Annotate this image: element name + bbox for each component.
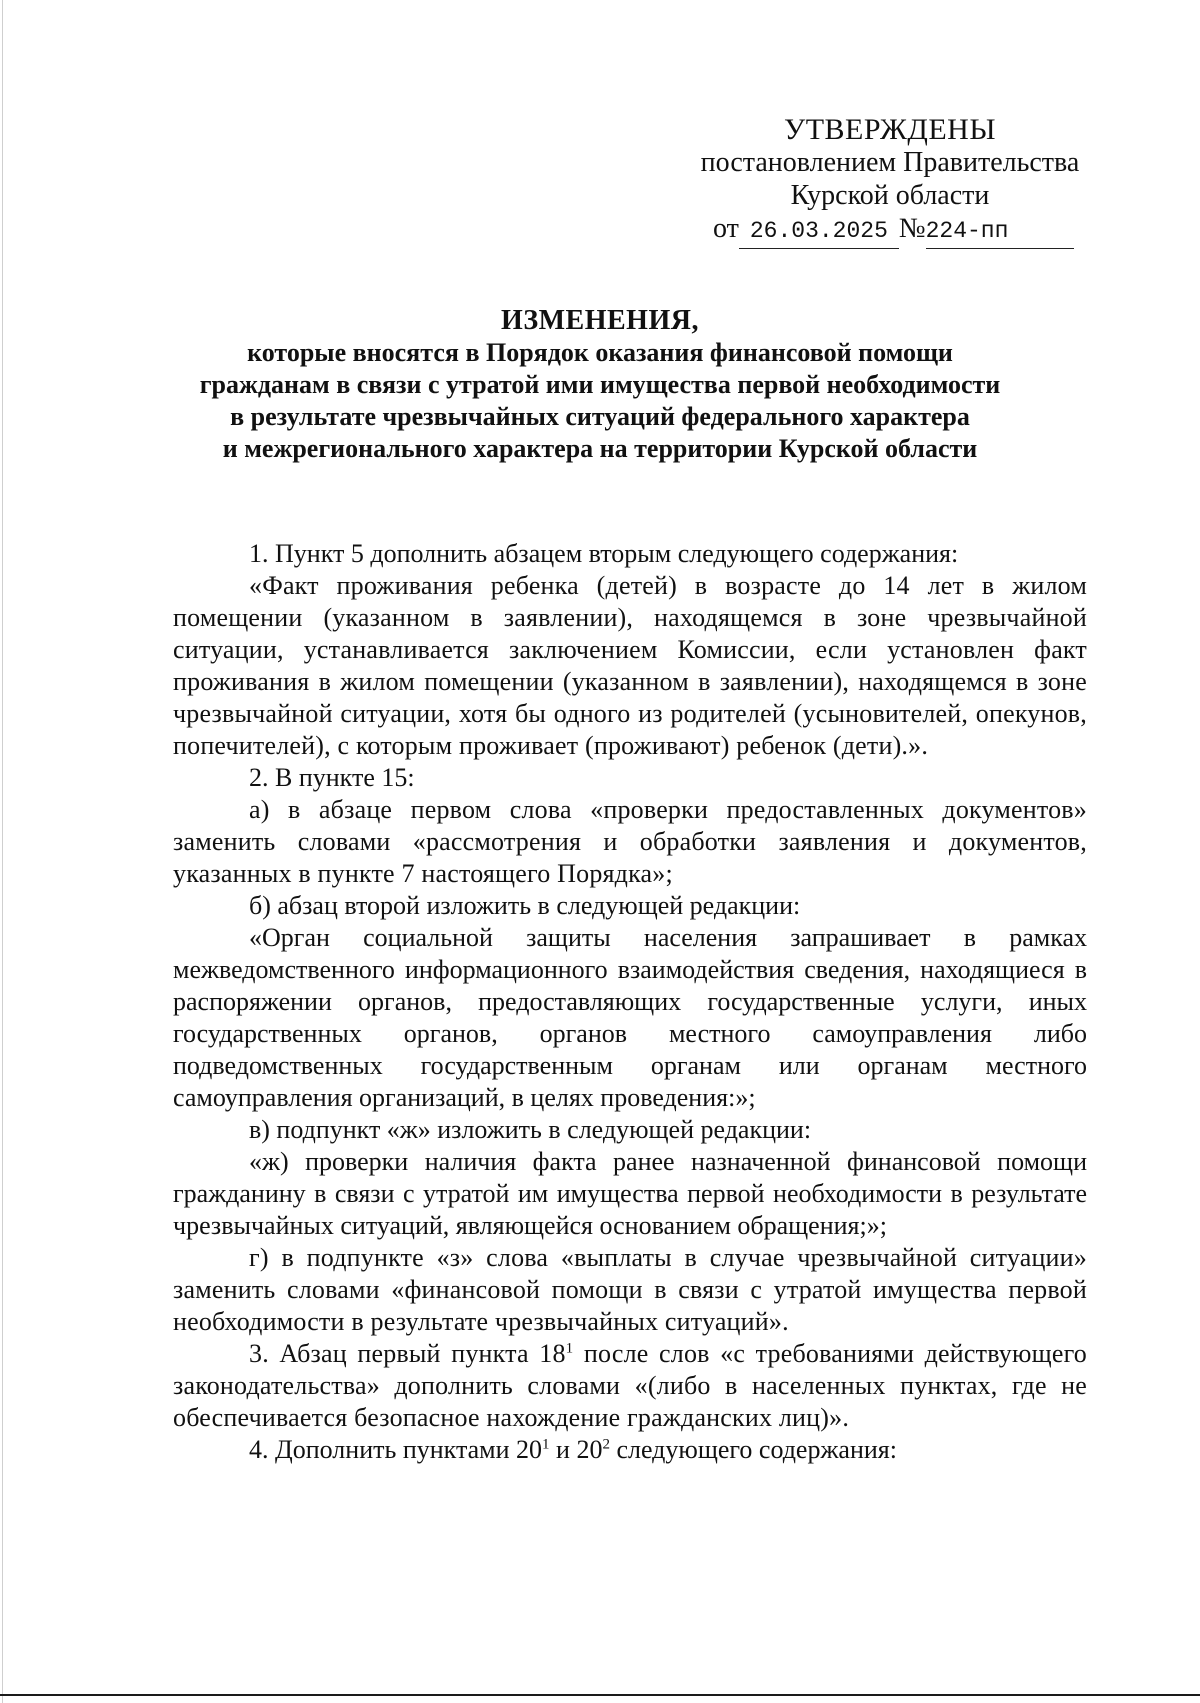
paragraph-4: а) в абзаце первом слова «проверки предоставленных документов» заменить словами «рассмотрения и обработки заявления и документов, указанных в пункте 7 настоящего Порядка»; — [173, 795, 1087, 888]
scan-bottom-line — [0, 1694, 1200, 1696]
paragraph-7: в) подпункт «ж» изложить в следующей редакции: — [249, 1115, 812, 1144]
paragraph-8: «ж) проверки наличия факта ранее назначенной финансовой помощи гражданину в связи с утратой им имущества первой необходимости в результате чрезвычайных ситуаций, являющейся основанием обращения;»; — [173, 1147, 1087, 1240]
paragraph-11-middle: и 20 — [549, 1435, 603, 1464]
paragraph-3: 2. В пункте 15: — [249, 763, 415, 792]
paragraph-10-start: 3. Абзац первый пункта 18 — [249, 1339, 566, 1368]
superscript-1: 1 — [542, 1436, 550, 1453]
document-title — [150, 305, 1050, 465]
approval-date: 26.03.2025 — [739, 215, 899, 249]
title-line-4: и межрегионального характера на территории Курской области — [222, 434, 978, 463]
approval-number: 224-пп — [926, 215, 1074, 249]
paragraph-11 — [173, 1434, 1087, 1466]
superscript-1: 1 — [565, 1340, 574, 1357]
paragraph-10-rest: после слов «с требованиями действующего законодательства» дополнить словами «(либо в населенных пунктах, где не обеспечивается безопасное нахождение гражданских лиц)». — [173, 1339, 1088, 1432]
approval-line-3: Курской области — [790, 180, 990, 211]
approval-title: УТВЕРЖДЕНЫ — [783, 113, 997, 146]
document-body — [173, 538, 1087, 1466]
number-sign: № — [898, 213, 926, 244]
title-main: ИЗМЕНЕНИЯ, — [501, 305, 699, 336]
paragraph-1: 1. Пункт 5 дополнить абзацем вторым следующего содержания: — [249, 539, 959, 568]
title-line-1: которые вносятся в Порядок оказания финансовой помощи — [247, 338, 953, 367]
date-prefix: от — [713, 213, 739, 244]
paragraph-11-start: 4. Дополнить пунктами 20 — [249, 1435, 543, 1464]
scan-edge — [2, 0, 3, 1703]
approval-date-line — [680, 212, 1100, 249]
superscript-2: 2 — [602, 1436, 610, 1453]
title-line-2: гражданам в связи с утратой ими имущества первой необходимости — [199, 370, 1001, 399]
paragraph-10 — [173, 1338, 1087, 1434]
paragraph-11-end: следующего содержания: — [609, 1435, 897, 1464]
paragraph-2: «Факт проживания ребенка (детей) в возрасте до 14 лет в жилом помещении (указанном в заявлении), находящемся в зоне чрезвычайной ситуации, устанавливается заключением Комиссии, если установлен факт проживания в жилом помещении (указанном в заявлении), находящемся в зоне чрезвычайной ситуации, хотя бы одного из родителей (усыновителей, опекунов, попечителей), с которым проживает (проживают) ребенок (дети).». — [173, 571, 1087, 760]
title-line-3: в результате чрезвычайных ситуаций федерального характера — [230, 402, 970, 431]
paragraph-5: б) абзац второй изложить в следующей редакции: — [249, 891, 801, 920]
approval-stamp — [680, 113, 1100, 249]
paragraph-6: «Орган социальной защиты населения запрашивает в рамках межведомственного информационного взаимодействия сведения, находящиеся в распоряжении органов, предоставляющих государственные услуги, иных государственных органов, органов местного самоуправления либо подведомственных государственным органам или органам местного самоуправления организаций, в целях проведения:»; — [173, 923, 1087, 1112]
paragraph-9: г) в подпункте «з» слова «выплаты в случае чрезвычайной ситуации» заменить словами «финансовой помощи в связи с утратой имущества первой необходимости в результате чрезвычайных ситуаций». — [173, 1243, 1087, 1336]
approval-line-2: постановлением Правительства — [700, 147, 1080, 178]
